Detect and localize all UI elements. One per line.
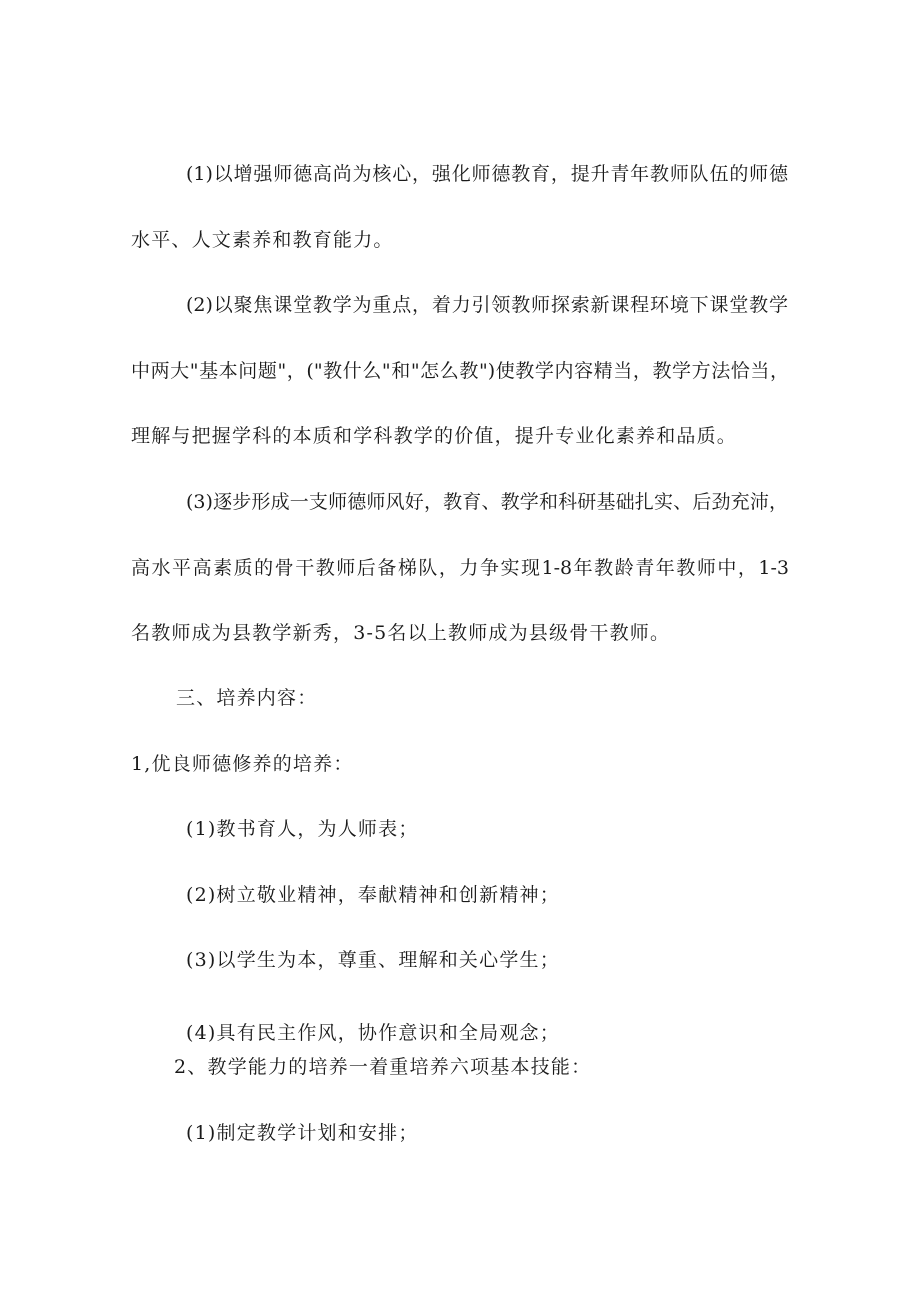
paragraph-2-line-3: 理解与把握学科的本质和学科教学的价值，提升专业化素养和品质。 [131,425,738,447]
paragraph-1-line-2: 水平、人文素养和教育能力。 [131,229,394,251]
subsection-1-item-4: (4)具有民主作风，协作意识和全局观念； [186,1022,560,1044]
subsection-1-item-2: (2)树立敬业精神，奉献精神和创新精神； [186,884,560,906]
paragraph-1-line-1: (1)以增强师德高尚为核心，强化师德教育，提升青年教师队伍的师德 [186,163,788,185]
subsection-1-item-1: (1)教书育人，为人师表； [186,818,419,840]
paragraph-3-line-1: (3)逐步形成一支师德师风好，教育、教学和科研基础扎实、后劲充沛， [186,491,788,513]
paragraph-2-line-1: (2)以聚焦课堂教学为重点，着力引领教师探索新课程环境下课堂教学 [186,294,788,316]
paragraph-3-line-3: 名教师成为县教学新秀，3-5名以上教师成为县级骨干教师。 [131,622,671,644]
subsection-1-item-3: (3)以学生为本，尊重、理解和关心学生； [186,949,560,971]
subsection-2-item-1: (1)制定教学计划和安排； [186,1122,419,1144]
paragraph-2-line-2: 中两大"基本问题"，("教什么"和"怎么教")使教学内容精当，教学方法恰当， [131,360,789,382]
subsection-1-title: 1,优良师德修养的培养： [131,753,354,775]
paragraph-3-line-2: 高水平高素质的骨干教师后备梯队，力争实现1-8年教龄青年教师中，1-3 [131,557,789,579]
section-heading: 三、培养内容： [176,687,318,709]
subsection-2-title: 2、教学能力的培养一着重培养六项基本技能： [174,1056,592,1078]
